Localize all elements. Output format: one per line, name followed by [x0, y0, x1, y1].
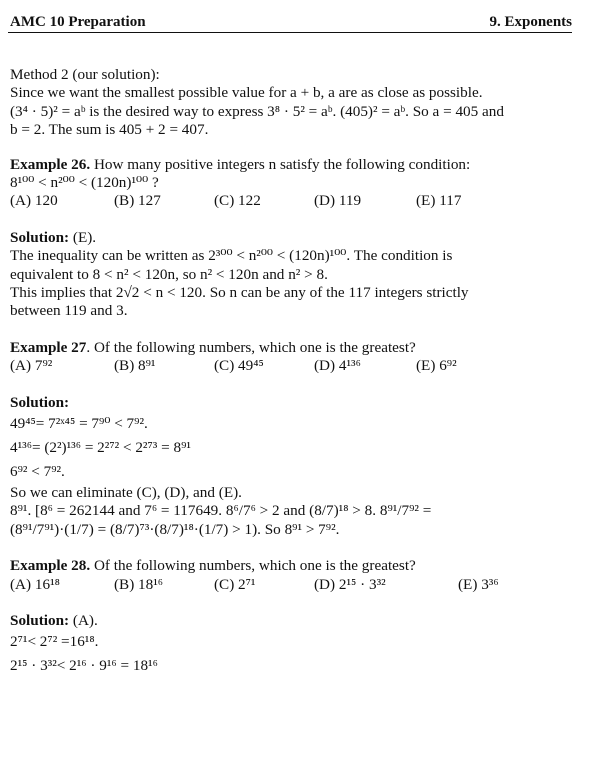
choice-b: (B) 8⁹¹	[114, 357, 156, 375]
choice-b: (B) 127	[114, 192, 161, 210]
solution-label: Solution:	[10, 228, 70, 246]
example27-solution-label: Solution:	[10, 393, 70, 411]
example26-solution-line2: equivalent to 8 < n² < 120n, so n² < 120n and n² > 8.	[10, 265, 328, 283]
method2-line2: (3⁴ · 5)² = aᵇ is the desired way to express 3⁸ · 5² = aᵇ. (405)² = aᵇ. So a = 405 and	[10, 102, 504, 120]
example27-math1: 49⁴⁵= 7²ˣ⁴⁵ = 7⁹⁰ < 7⁹².	[10, 415, 148, 433]
choice-a: (A) 16¹⁸	[10, 575, 60, 593]
solution-answer: (E).	[72, 228, 97, 246]
method2-line1: Since we want the smallest possible value for a + b, a are as close as possible.	[10, 84, 483, 102]
choice-c: (C) 2⁷¹	[214, 575, 256, 593]
example27-question	[10, 339, 575, 357]
example28-math2: 2¹⁵ · 3³²< 2¹⁶ · 9¹⁶ = 18¹⁶	[10, 657, 158, 675]
example28-label: Example 28.	[10, 557, 91, 575]
example27-solution-line3: (8⁹¹/7⁹¹)·(1/7) = (8/7)⁷³·(8/7)¹⁸·(1/7) > 1). So 8⁹¹ > 7⁹².	[10, 520, 340, 538]
choice-c: (C) 122	[214, 192, 261, 210]
example26-solution-line4: between 119 and 3.	[10, 302, 128, 320]
example28-text: Of the following numbers, which one is the greatest?	[93, 557, 416, 575]
example27-label: Example 27	[10, 338, 87, 356]
example27-math3: 6⁹² < 7⁹².	[10, 463, 65, 481]
example26-solution-line1: The inequality can be written as 2³⁰⁰ < n²⁰⁰ < (120n)¹⁰⁰. The condition is	[10, 247, 453, 265]
example26-label: Example 26.	[10, 155, 91, 173]
example26-condition: 8¹⁰⁰ < n²⁰⁰ < (120n)¹⁰⁰ ?	[10, 174, 159, 192]
header-chapter-title: 9. Exponents	[489, 14, 572, 30]
example26-text: How many positive integers n satisfy the following condition:	[93, 155, 471, 173]
choice-e: (E) 3³⁶	[458, 575, 499, 593]
example27-choices	[10, 357, 575, 375]
choice-c: (C) 49⁴⁵	[214, 357, 264, 375]
example26-choices	[10, 192, 575, 210]
example28-question	[10, 557, 575, 575]
example28-choices	[10, 576, 575, 594]
example27-math2: 4¹³⁶= (2²)¹³⁶ = 2²⁷² < 2²⁷³ = 8⁹¹	[10, 439, 191, 457]
choice-d: (D) 4¹³⁶	[314, 357, 361, 375]
choice-e: (E) 117	[416, 192, 462, 210]
example26-question	[10, 156, 575, 174]
choice-a: (A) 7⁹²	[10, 357, 53, 375]
example28-math1: 2⁷¹< 2⁷² =16¹⁸.	[10, 633, 99, 651]
example28-solution-heading	[10, 612, 575, 630]
method2-title: Method 2 (our solution):	[10, 66, 160, 83]
choice-d: (D) 2¹⁵ · 3³²	[314, 575, 386, 593]
page-header	[8, 10, 572, 33]
header-course-title: AMC 10 Preparation	[10, 14, 146, 30]
document-body	[10, 66, 575, 678]
example27-solution-line2: 8⁹¹. [8⁶ = 262144 and 7⁶ = 117649. 8⁶/7⁶ > 2 and (8/7)¹⁸ > 8. 8⁹¹/7⁹² =	[10, 502, 432, 520]
choice-a: (A) 120	[10, 192, 58, 210]
choice-e: (E) 6⁹²	[416, 357, 457, 375]
example26-solution-heading	[10, 229, 575, 247]
solution-label: Solution:	[10, 612, 70, 630]
example26-solution-line3: This implies that 2√2 < n < 120. So n can be any of the 117 integers strictly	[10, 284, 469, 302]
example27-text: . Of the following numbers, which one is the greatest?	[86, 338, 416, 356]
choice-d: (D) 119	[314, 192, 362, 210]
example27-solution-line1: So we can eliminate (C), (D), and (E).	[10, 484, 242, 502]
choice-b: (B) 18¹⁶	[114, 575, 164, 593]
solution-answer: (A).	[72, 612, 98, 630]
method2-line3: b = 2. The sum is 405 + 2 = 407.	[10, 121, 209, 139]
